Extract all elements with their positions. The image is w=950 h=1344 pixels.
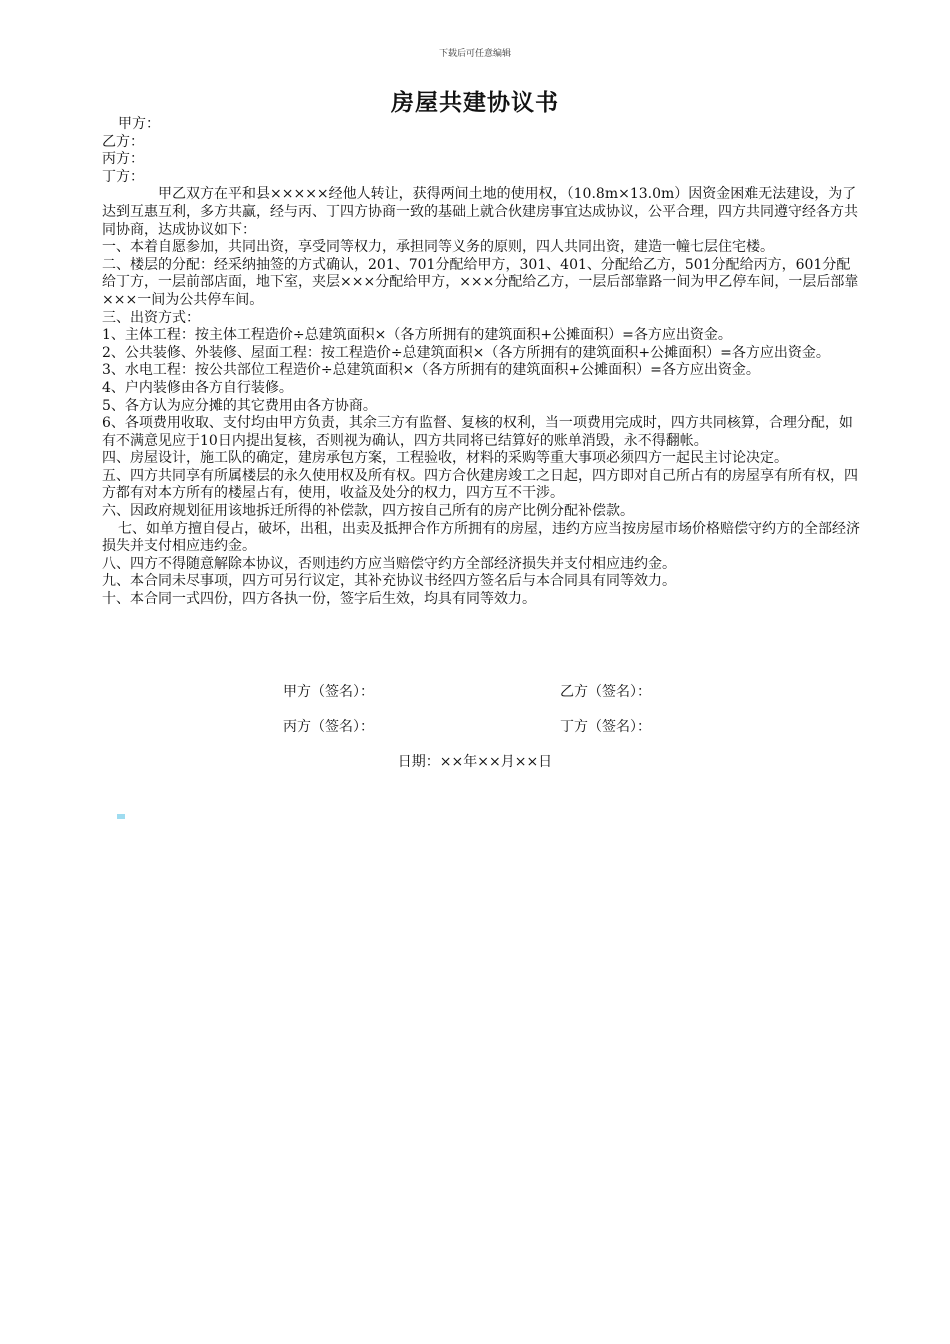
clause-3-item-5: 5、各方认为应分摊的其它费用由各方协商。 bbox=[102, 397, 377, 414]
clause-5: 五、四方共同享有所属楼层的永久使用权及所有权。四方合伙建房竣工之日起，四方即对自己所占有的房屋享有所有权，四方都有对本方所有的楼屋占有，使用，收益及处分的权力，四方互不干涉。 bbox=[102, 467, 858, 502]
clause-3-heading: 三、出资方式： bbox=[102, 309, 200, 326]
intro-paragraph: 甲乙双方在平和县×××××经他人转让，获得两间土地的使用权，（10.8m×13.0m）因资金困难无法建设，为了达到互惠互利，多方共赢，经与丙、丁四方协商一致的基础上就合伙建房事宜达成协议，公平合理，四方共同遵守经各方共同协商，达成协议如下： bbox=[102, 186, 858, 238]
clause-10: 十、本合同一式四份，四方各执一份，签字后生效，均具有同等效力。 bbox=[102, 591, 536, 608]
date-line: 日期：××年××月××日 bbox=[397, 754, 553, 770]
party-c-line: 丙方： bbox=[102, 151, 144, 168]
signature-party-b: 乙方（签名）： bbox=[560, 684, 651, 700]
clause-6: 六、因政府规划征用该地拆迁所得的补偿款，四方按自己所有的房产比例分配补偿款。 bbox=[102, 503, 634, 520]
party-b-line: 乙方： bbox=[102, 133, 144, 150]
clause-4: 四、房屋设计，施工队的确定，建房承包方案，工程验收，材料的采购等重大事项必须四方一起民主讨论决定。 bbox=[102, 450, 788, 467]
signature-party-c: 丙方（签名）： bbox=[283, 719, 374, 735]
clause-1: 一、本着自愿参加，共同出资，享受同等权力，承担同等义务的原则，四人共同出资，建造一幢七层住宅楼。 bbox=[102, 239, 774, 256]
clause-3-item-1: 1、主体工程：按主体工程造价÷总建筑面积×（各方所拥有的建筑面积+公摊面积）=各方应出资金。 bbox=[102, 327, 732, 344]
clause-3-item-2: 2、公共装修、外装修、屋面工程：按工程造价÷总建筑面积×（各方所拥有的建筑面积+公摊面积）=各方应出资金。 bbox=[102, 344, 830, 361]
clause-2: 二、楼层的分配：经采纳抽签的方式确认，201、701分配给甲方，301、401、分配给乙方，501分配给丙方，601分配给丁方，一层前部店面，地下室，夹层×××分配给甲方，×××分配给乙方，一层后部靠路一间为甲乙停车间，一层后部靠×××一间为公共停车间。 bbox=[102, 256, 859, 308]
party-d-line: 丁方： bbox=[102, 168, 144, 185]
party-a-line: 甲方： bbox=[118, 116, 160, 132]
decorative-marker bbox=[117, 814, 125, 819]
clause-8: 八、四方不得随意解除本协议，否则违约方应当赔偿守约方全部经济损失并支付相应违约金。 bbox=[102, 555, 676, 572]
clause-3-item-6: 6、各项费用收取、支付均由甲方负责，其余三方有监督、复核的权利，当一项费用完成时，四方共同核算，合理分配，如有不满意见应于10日内提出复核，否则视为确认，四方共同将已结算好的账单消毁，永不得翻帐。 bbox=[102, 415, 853, 449]
document-title: 房屋共建协议书 bbox=[391, 89, 559, 116]
clause-9: 九、本合同未尽事项，四方可另行议定，其补充协议书经四方签名后与本合同具有同等效力。 bbox=[102, 573, 676, 590]
signature-party-a: 甲方（签名）： bbox=[283, 684, 374, 700]
clause-7: 七、如单方擅自侵占，破坏，出租，出卖及抵押合作方所拥有的房屋，违约方应当按房屋市场价格赔偿守约方的全部经济损失并支付相应违约金。 bbox=[102, 520, 860, 555]
clause-3-item-3: 3、水电工程：按公共部位工程造价÷总建筑面积×（各方所拥有的建筑面积+公摊面积）=各方应出资金。 bbox=[102, 362, 760, 379]
signature-party-d: 丁方（签名）： bbox=[560, 719, 651, 735]
clause-3-item-4: 4、户内装修由各方自行装修。 bbox=[102, 379, 293, 396]
header-note: 下载后可任意编辑 bbox=[438, 49, 511, 59]
agreement-body bbox=[102, 116, 862, 609]
